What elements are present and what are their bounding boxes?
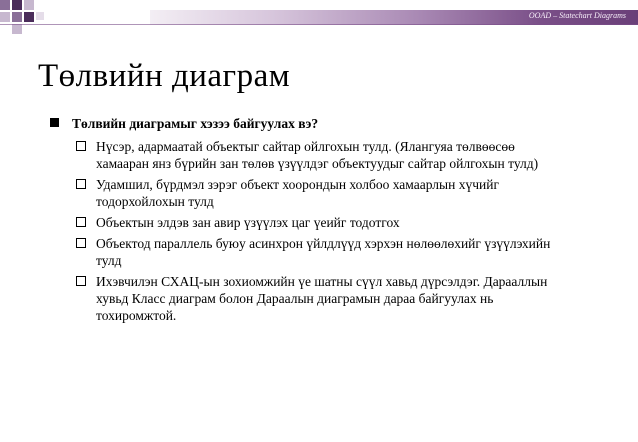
sub-bullet-item — [46, 138, 566, 172]
header-banner — [0, 0, 638, 40]
decor-square — [0, 0, 10, 10]
sub-bullet-text: Объектын элдэв зан авир үзүүлэх цаг үеийг тодотгох — [96, 215, 400, 230]
hollow-square-bullet-icon — [76, 141, 86, 151]
decor-square — [12, 12, 22, 22]
sub-bullet-item — [46, 235, 566, 269]
bullet-item — [46, 115, 616, 132]
header-divider — [0, 24, 638, 25]
sub-bullet-item — [46, 214, 566, 231]
bullet-text: Төлвийн диаграмыг хэзээ байгуулах вэ? — [72, 116, 319, 131]
decor-square — [36, 12, 44, 20]
decor-square — [12, 0, 22, 10]
decor-square — [0, 12, 10, 22]
slide-body — [46, 115, 616, 328]
decor-square — [12, 24, 22, 34]
hollow-square-bullet-icon — [76, 276, 86, 286]
square-bullet-icon — [50, 118, 59, 127]
hollow-square-bullet-icon — [76, 179, 86, 189]
sub-bullet-item — [46, 273, 566, 324]
sub-bullet-text: Удамшил, бүрдмэл зэрэг объект хоорондын холбоо хамаарлын хүчийг тодорхойлохын тулд — [96, 177, 499, 209]
decor-square — [24, 12, 34, 22]
header-band-text: OOAD – Statechart Diagrams — [528, 11, 626, 20]
hollow-square-bullet-icon — [76, 238, 86, 248]
hollow-square-bullet-icon — [76, 217, 86, 227]
decor-square — [24, 0, 34, 10]
sub-bullet-text: Объектод параллель буюу асинхрон үйлдлүүд хэрхэн нөлөөлөхийг үзүүлэхийн тулд — [96, 236, 551, 268]
sub-bullet-text: Ихэвчилэн СХАЦ-ын зохиомжийн үе шатны сүүл хавьд дүрсэлдэг. Дарааллын хувьд Класс диаграм болон Дараалын диаграмын дараа байгуулах нь тохиромжтой. — [96, 274, 548, 323]
sub-bullet-item — [46, 176, 566, 210]
sub-bullet-text: Нүсэр, адармаатай объектыг сайтар ойлгохын тулд. (Ялангуяа төлвөөсөө хамааран янз бүрийн зан төлөв үзүүлдэг объектуудыг сайтар ойлгохын тулд) — [96, 139, 539, 171]
slide-title: Төлвийн диаграм — [38, 58, 291, 94]
